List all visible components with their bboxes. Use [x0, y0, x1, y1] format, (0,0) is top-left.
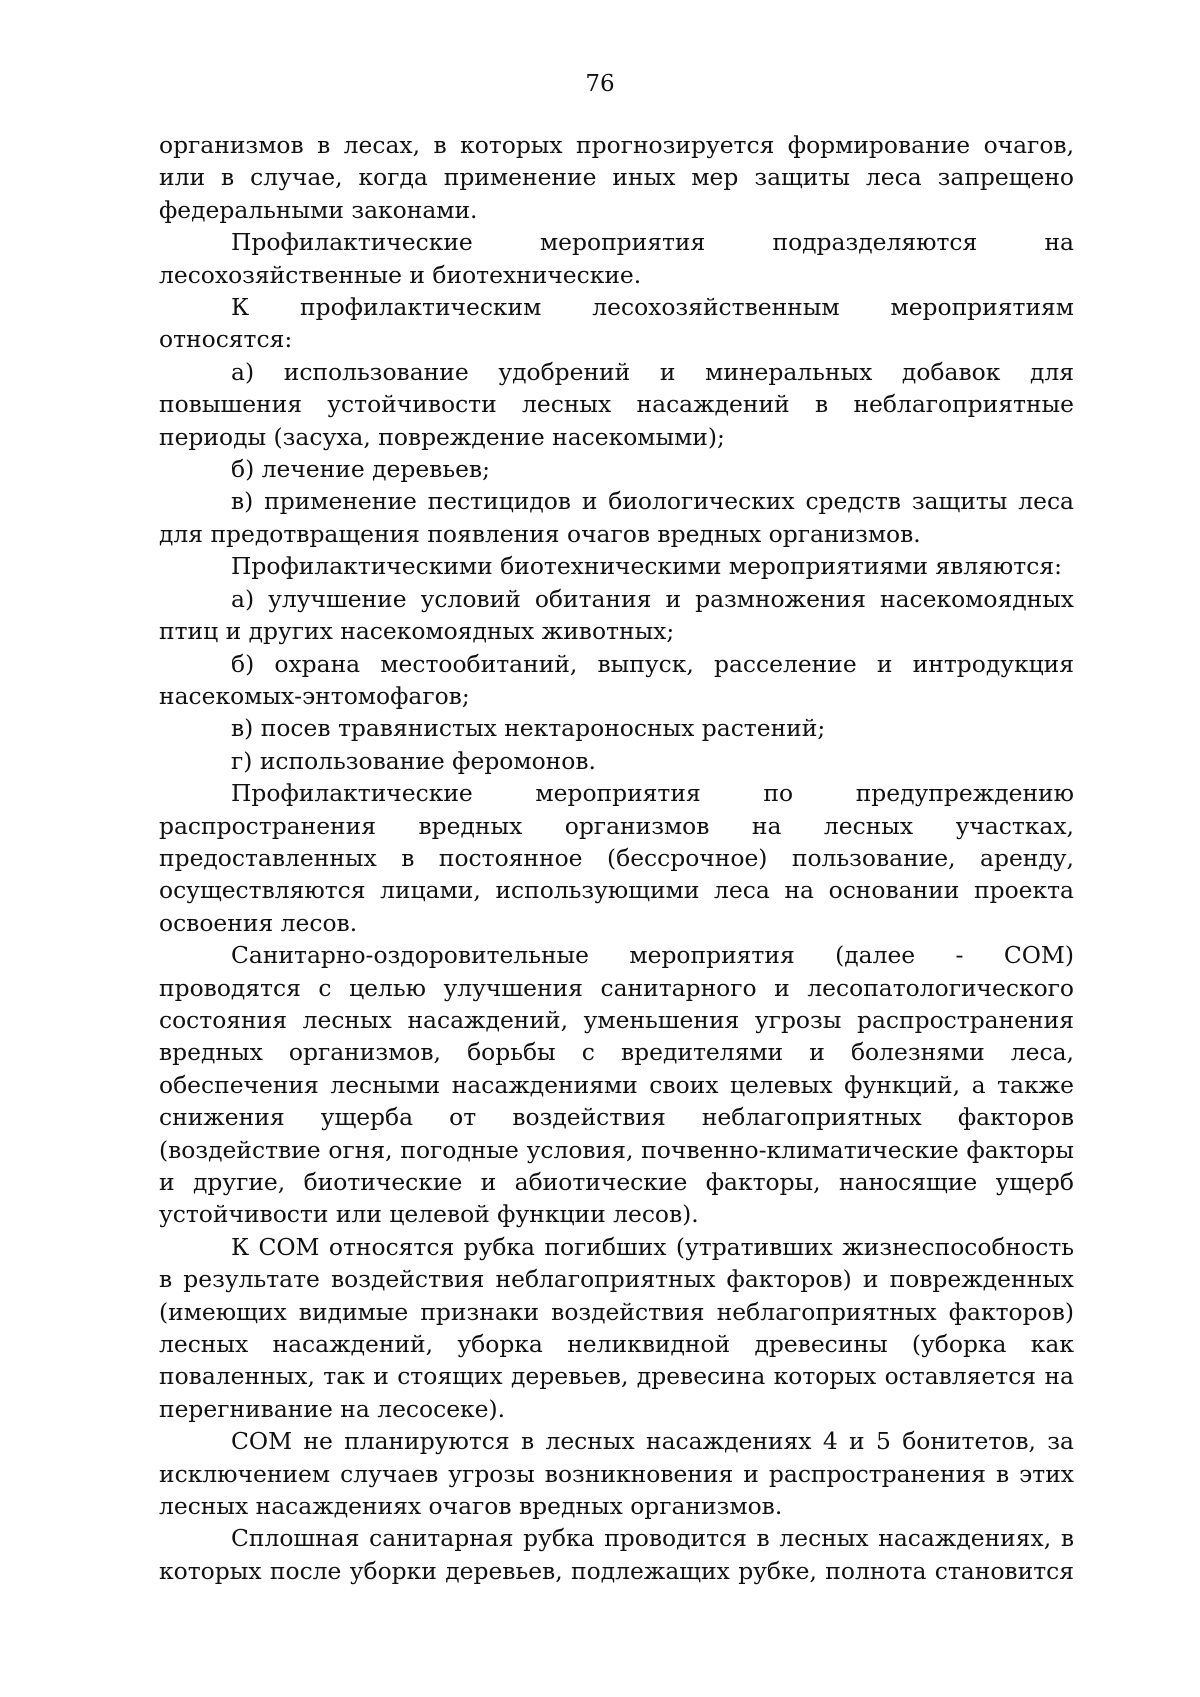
list-item: в) применение пестицидов и биологических средств защиты леса для предотвращения появления очагов вредных организмов.	[159, 487, 1074, 548]
body-text	[159, 129, 1074, 1587]
list-item: б) лечение деревьев;	[231, 455, 490, 484]
paragraph: организмов в лесах, в которых прогнозируется формирование очагов, или в случае, когда применение иных мер защиты леса запрещено федеральными законами.	[159, 131, 1074, 224]
list-item: а) улучшение условий обитания и размножения насекомоядных птиц и других насекомоядных животных;	[159, 584, 1074, 646]
paragraph: Профилактические мероприятия по предупреждению распространения вредных организмов на лесных участках, предоставленных в постоянное (бессрочное) пользование, аренду, осуществляются лицами, использующими леса на основании проекта освоения лесов.	[159, 779, 1074, 937]
page-number: 76	[585, 71, 615, 97]
paragraph: К СОМ относятся рубка погибших (утративших жизнеспособность в результате воздействия неблагоприятных факторов) и поврежденных (имеющих видимые признаки воздействия неблагоприятных факторов) лесных насаждений, уборка неликвидной древесины (уборка как поваленных, так и стоящих деревьев, древесина которых оставляется на перегнивание на лесосеке).	[159, 1232, 1074, 1423]
paragraph: К профилактическим лесохозяйственным мероприятиям относятся:	[159, 293, 1074, 354]
list-item: б) охрана местообитаний, выпуск, расселение и интродукция насекомых-энтомофагов;	[159, 649, 1074, 710]
list-item: а) использование удобрений и минеральных добавок для повышения устойчивости лесных насаждений в неблагоприятные периоды (засуха, повреждение насекомыми);	[159, 357, 1074, 451]
list-item: г) использование феромонов.	[231, 746, 596, 775]
paragraph: Санитарно-оздоровительные мероприятия (далее - СОМ) проводятся с целью улучшения санитарного и лесопатологического состояния лесных насаждений, уменьшения угрозы распространения вредных организмов, борьбы с вредителями и болезнями леса, обеспечения лесными насаждениями своих целевых функций, а также снижения ущерба от воздействия неблагоприятных факторов (воздействие огня, погодные условия, почвенно-климатические факторы и другие, биотические и абиотические факторы, наносящие ущерб устойчивости или целевой функции лесов).	[159, 941, 1074, 1229]
paragraph-continues: Сплошная санитарная рубка проводится в лесных насаждениях, в которых после уборки деревьев, подлежащих рубке, полнота становится	[159, 1524, 1074, 1585]
paragraph: Профилактическими биотехническими мероприятиями являются:	[231, 552, 1062, 581]
paragraph: Профилактические мероприятия подразделяются на лесохозяйственные и биотехнические.	[159, 228, 1074, 289]
list-item: в) посев травянистых нектароносных растений;	[231, 714, 826, 743]
paragraph: СОМ не планируются в лесных насаждениях 4 и 5 бонитетов, за исключением случаев угрозы возникновения и распространения в этих лесных насаждениях очагов вредных организмов.	[159, 1427, 1074, 1521]
